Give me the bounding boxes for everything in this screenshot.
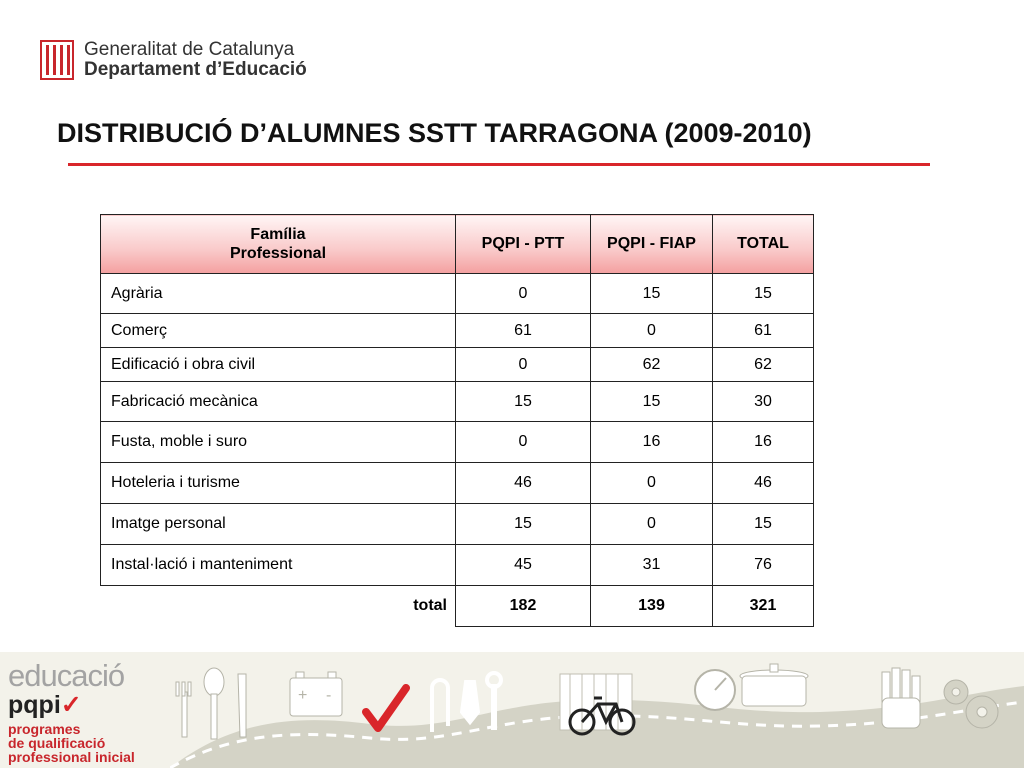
table-row <box>101 463 814 504</box>
table-row <box>101 422 814 463</box>
brand-pqpi <box>8 690 135 720</box>
row-ptt: 61 <box>456 314 591 348</box>
table-row <box>101 348 814 382</box>
footer-illustration <box>170 652 1024 768</box>
brand-subtitle-line: programes <box>8 721 81 737</box>
row-total: 15 <box>713 504 814 545</box>
row-family: Instal·lació i manteniment <box>101 545 456 586</box>
pqpi-brand <box>8 658 135 764</box>
row-total: 76 <box>713 545 814 586</box>
distribution-table <box>100 214 814 627</box>
header-total: TOTAL <box>713 215 814 274</box>
row-ptt: 46 <box>456 463 591 504</box>
glove-icon <box>882 668 920 728</box>
row-family: Imatge personal <box>101 504 456 545</box>
total-total: 321 <box>713 586 814 627</box>
brand-subtitle <box>8 722 135 764</box>
row-total: 61 <box>713 314 814 348</box>
total-label: total <box>413 597 447 615</box>
battery-icon <box>290 672 342 716</box>
table-total-row <box>101 586 814 627</box>
header-fiap: PQPI - FIAP <box>591 215 713 274</box>
row-ptt: 0 <box>456 348 591 382</box>
row-family: Fabricació mecànica <box>101 382 456 422</box>
row-total: 15 <box>713 274 814 314</box>
footer-banner <box>0 652 1024 768</box>
row-ptt: 15 <box>456 504 591 545</box>
senyera-emblem-icon <box>40 40 74 80</box>
generalitat-logo <box>40 40 307 80</box>
brand-subtitle-line: professional inicial <box>8 749 135 765</box>
department-name: Departament d’Educació <box>84 59 307 80</box>
table-row <box>101 545 814 586</box>
table-row <box>101 382 814 422</box>
row-ptt: 0 <box>456 422 591 463</box>
gauge-icon <box>695 670 735 710</box>
row-fiap: 0 <box>591 314 713 348</box>
red-check-icon <box>366 688 406 728</box>
row-total: 62 <box>713 348 814 382</box>
row-ptt: 15 <box>456 382 591 422</box>
svg-text:+: + <box>298 687 308 704</box>
page-title: DISTRIBUCIÓ D’ALUMNES SSTT TARRAGONA (2009-2010) <box>57 118 812 148</box>
row-total: 30 <box>713 382 814 422</box>
table-row <box>101 314 814 348</box>
row-family: Comerç <box>101 314 456 348</box>
svg-text:-: - <box>326 687 332 704</box>
row-fiap: 0 <box>591 463 713 504</box>
org-name: Generalitat de Catalunya <box>84 39 295 61</box>
row-fiap: 0 <box>591 504 713 545</box>
row-family: Hoteleria i turisme <box>101 463 456 504</box>
row-fiap: 15 <box>591 382 713 422</box>
total-fiap: 139 <box>591 586 713 627</box>
row-ptt: 45 <box>456 545 591 586</box>
table-header-row <box>101 215 814 274</box>
cutlery-icon <box>176 668 246 739</box>
header-familia: Família Professional <box>101 215 456 274</box>
row-total: 16 <box>713 422 814 463</box>
row-family: Fusta, moble i suro <box>101 422 456 463</box>
table-row <box>101 274 814 314</box>
row-fiap: 15 <box>591 274 713 314</box>
row-fiap: 16 <box>591 422 713 463</box>
brand-pqpi-text: pqpi <box>8 691 61 719</box>
row-family: Agrària <box>101 274 456 314</box>
row-family: Edificació i obra civil <box>101 348 456 382</box>
table-row <box>101 504 814 545</box>
header-ptt: PQPI - PTT <box>456 215 591 274</box>
total-ptt: 182 <box>456 586 591 627</box>
row-ptt: 0 <box>456 274 591 314</box>
checkmark-icon: ✓ <box>60 691 82 719</box>
row-fiap: 62 <box>591 348 713 382</box>
row-total: 46 <box>713 463 814 504</box>
row-fiap: 31 <box>591 545 713 586</box>
pot-icon <box>740 664 808 706</box>
brand-subtitle-line: de qualificació <box>8 735 106 751</box>
title-divider <box>68 163 930 166</box>
brand-educacio: educació <box>8 658 125 693</box>
